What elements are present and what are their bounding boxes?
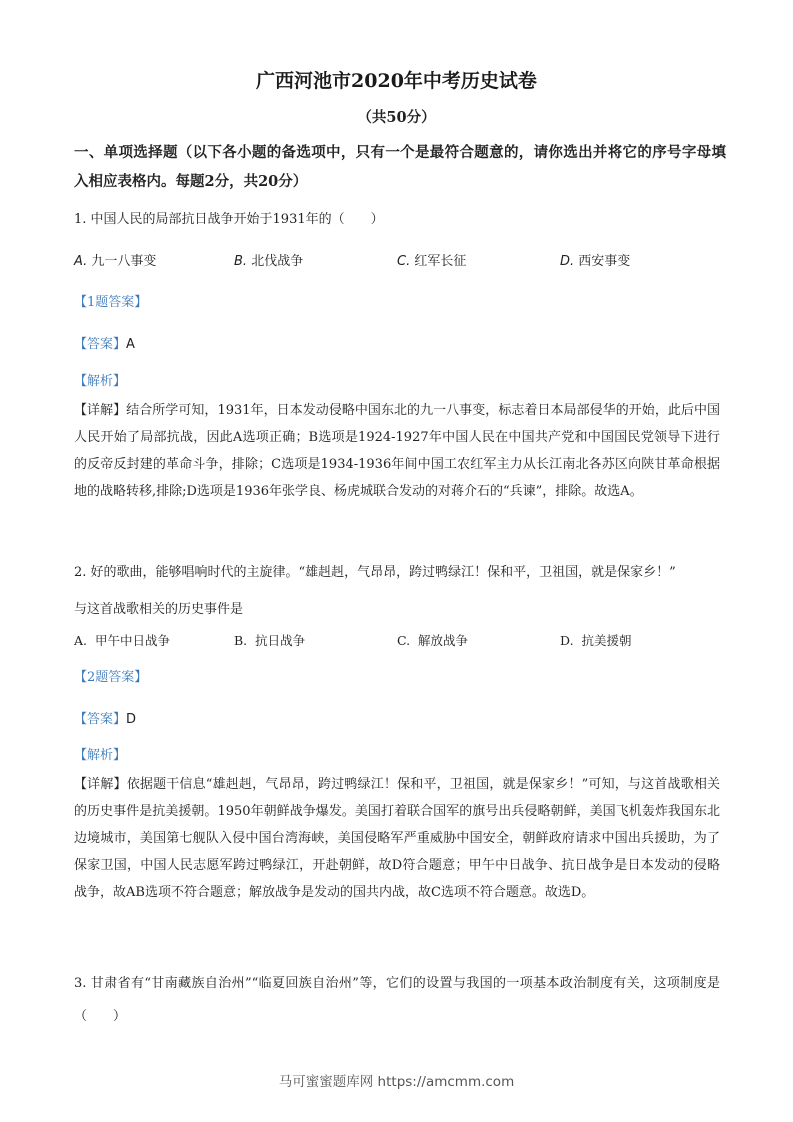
q1-option-a — [74, 250, 156, 269]
question-2-stem-line1: 2. 好的歌曲，能够唱响时代的主旋律。“雄赳赳，气昂昂，跨过鸭绿江！保和平，卫祖国，就是保家乡！” — [74, 565, 676, 580]
option-letter: B. — [234, 254, 248, 269]
q2-option-d — [560, 631, 632, 649]
q2-analysis-label: 【解析】 — [74, 748, 127, 763]
answer-label: 【答案】 — [74, 712, 127, 727]
page-title: 广西河池市2020年中考历史试卷 — [256, 70, 537, 92]
q2-answer-header: 【2题答案】 — [74, 670, 148, 685]
page-subtitle: （共50分） — [357, 109, 436, 126]
q1-answer — [74, 333, 135, 352]
q2-option-c — [397, 631, 468, 649]
option-letter: A. — [74, 633, 88, 648]
q1-answer-header: 【1题答案】 — [74, 295, 148, 310]
q1-option-d — [560, 250, 630, 269]
q1-option-b — [234, 250, 303, 269]
q1-analysis-label: 【解析】 — [74, 374, 127, 389]
footer-watermark: 马可蜜蜜题库网 https://amcmm.com — [278, 1074, 515, 1090]
option-letter: D. — [560, 254, 575, 269]
option-text: 北伐战争 — [251, 254, 304, 269]
option-text: 解放战争 — [418, 633, 469, 648]
option-text: 西安事变 — [578, 254, 631, 269]
option-text: 抗日战争 — [255, 633, 306, 648]
answer-label: 【答案】 — [74, 337, 127, 352]
question-3-stem: 3. 甘肃省有“甘南藏族自治州”“临夏回族自治州”等，它们的设置与我国的一项基本政治制度有关，这项制度是（ ） — [74, 976, 720, 1024]
q2-detail: 【详解】依据题干信息“雄赳赳，气昂昂，跨过鸭绿江！保和平，卫祖国，就是保家乡！”可知，与这首战歌相关的历史事件是抗美援朝。1950年朝鲜战争爆发。美国打着联合国军的旗号出兵侵略朝鲜，美国飞机轰炸我国东北边境城市，美国第七舰队入侵中国台湾海峡，美国侵略军严重威胁中国安全，朝鲜政府请求中国出兵援助，为了保家卫国，中国人民志愿军跨过鸭绿江，开赴朝鲜，故D符合题意；甲午中日战争、抗日战争是日本发动的侵略战争，故AB选项不符合题意；解放战争是发动的国共内战，故C选项不符合题意。故选D。 — [74, 777, 720, 900]
q1-option-c — [397, 250, 466, 269]
option-letter: C. — [397, 254, 411, 269]
answer-value: A — [126, 337, 135, 352]
option-text: 红军长征 — [414, 254, 467, 269]
question-2-stem-line2: 与这首战歌相关的历史事件是 — [74, 602, 244, 617]
section-heading: 一、单项选择题（以下各小题的备选项中，只有一个是最符合题意的，请你选出并将它的序号字母填入相应表格内。每题2分，共20分） — [74, 144, 726, 190]
q1-detail: 【详解】结合所学可知，1931年，日本发动侵略中国东北的九一八事变，标志着日本局部侵华的开始，此后中国人民开始了局部抗战，因此A选项正确；B选项是1924-1927年中国人民在中国共产党和中国国民党领导下进行的反帝反封建的革命斗争，排除；C选项是1934-1936年间中国工农红军主力从长江南北各苏区向陕甘革命根据地的战略转移,排除;D选项是1936年张学良、杨虎城联合发动的对蒋介石的“兵谏”，排除。故选A。 — [74, 403, 720, 499]
option-text: 甲午中日战争 — [94, 633, 170, 648]
option-letter: C. — [397, 633, 411, 648]
q2-answer — [74, 708, 136, 727]
q2-option-a — [74, 631, 170, 649]
option-text: 九一八事变 — [91, 254, 157, 269]
answer-value: D — [126, 712, 137, 727]
option-text: 抗美援朝 — [581, 633, 632, 648]
option-letter: D. — [560, 633, 574, 648]
option-letter: A. — [74, 254, 88, 269]
q2-option-b — [234, 631, 305, 649]
option-letter: B. — [234, 633, 248, 648]
question-1-stem: 1. 中国人民的局部抗日战争开始于1931年的（ ） — [74, 212, 384, 227]
